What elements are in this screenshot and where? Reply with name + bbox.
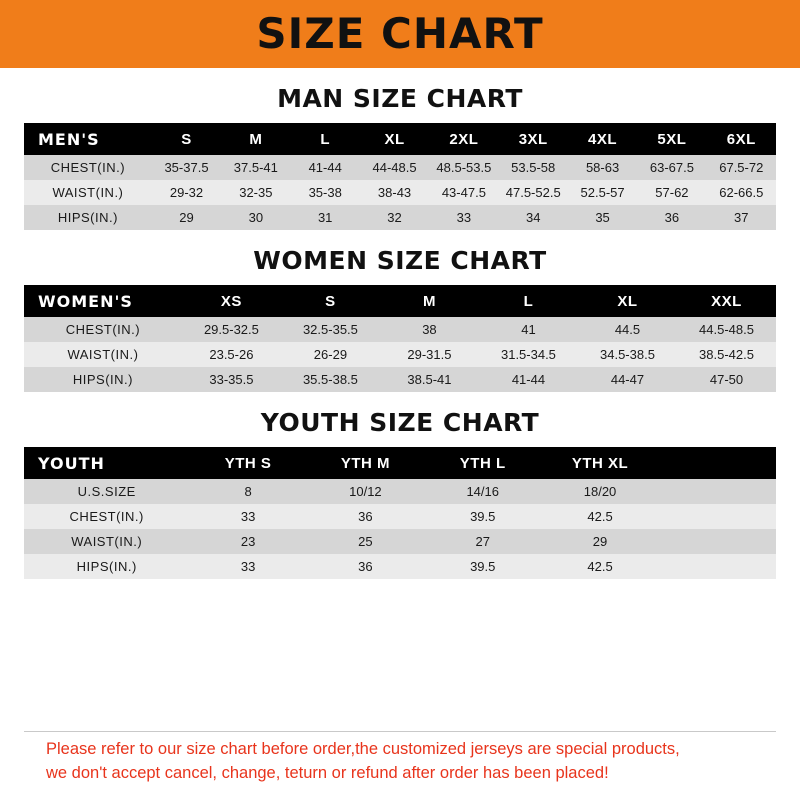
table-row (24, 554, 776, 579)
cell: 33 (429, 205, 498, 230)
col-header-3: L (291, 123, 360, 155)
cell: 23.5-26 (182, 342, 281, 367)
col-header-9: 6XL (707, 123, 776, 155)
row-label: U.S.SIZE (24, 479, 189, 504)
col-header-3: YTH L (424, 447, 541, 479)
cell: 31 (291, 205, 360, 230)
cell (659, 529, 776, 554)
col-header-4: L (479, 285, 578, 317)
cell (659, 479, 776, 504)
col-header-1: S (152, 123, 221, 155)
cell: 44-48.5 (360, 155, 429, 180)
cell: 23 (189, 529, 306, 554)
cell: 41-44 (479, 367, 578, 392)
col-header-3: M (380, 285, 479, 317)
table-row (24, 529, 776, 554)
cell: 52.5-57 (568, 180, 637, 205)
col-header-2: M (221, 123, 290, 155)
row-label: HIPS(IN.) (24, 554, 189, 579)
table-row (24, 155, 776, 180)
row-label: WAIST(IN.) (24, 529, 189, 554)
cell: 29 (152, 205, 221, 230)
cell: 57-62 (637, 180, 706, 205)
cell: 48.5-53.5 (429, 155, 498, 180)
cell: 42.5 (541, 554, 658, 579)
cell: 35-38 (291, 180, 360, 205)
cell: 58-63 (568, 155, 637, 180)
disclaimer-note (24, 731, 776, 800)
cell: 44-47 (578, 367, 677, 392)
cell: 53.5-58 (499, 155, 568, 180)
cell: 32.5-35.5 (281, 317, 380, 342)
men-size-table (24, 123, 776, 230)
col-header-6: XXL (677, 285, 776, 317)
cell: 14/16 (424, 479, 541, 504)
cell: 41-44 (291, 155, 360, 180)
col-header-4: YTH XL (541, 447, 658, 479)
charts-container (0, 68, 800, 800)
cell: 38 (380, 317, 479, 342)
cell: 35 (568, 205, 637, 230)
table-row (24, 342, 776, 367)
table-row (24, 504, 776, 529)
col-header-0: WOMEN'S (24, 285, 182, 317)
youth-section-title: YOUTH SIZE CHART (260, 408, 540, 437)
cell: 34.5-38.5 (578, 342, 677, 367)
cell: 26-29 (281, 342, 380, 367)
row-label: CHEST(IN.) (24, 504, 189, 529)
cell: 27 (424, 529, 541, 554)
col-header-2: S (281, 285, 380, 317)
cell: 44.5-48.5 (677, 317, 776, 342)
cell: 29-31.5 (380, 342, 479, 367)
col-header-5: XL (578, 285, 677, 317)
cell: 63-67.5 (637, 155, 706, 180)
cell: 32 (360, 205, 429, 230)
cell: 32-35 (221, 180, 290, 205)
cell: 38.5-41 (380, 367, 479, 392)
cell: 33 (189, 504, 306, 529)
col-header-1: YTH S (189, 447, 306, 479)
table-row (24, 479, 776, 504)
cell: 37.5-41 (221, 155, 290, 180)
cell: 36 (307, 504, 424, 529)
cell: 31.5-34.5 (479, 342, 578, 367)
cell: 43-47.5 (429, 180, 498, 205)
cell: 35.5-38.5 (281, 367, 380, 392)
cell: 39.5 (424, 554, 541, 579)
men-section-title: MAN SIZE CHART (277, 84, 523, 113)
cell: 47-50 (677, 367, 776, 392)
cell: 37 (707, 205, 776, 230)
col-header-2: YTH M (307, 447, 424, 479)
row-label: HIPS(IN.) (24, 367, 182, 392)
row-label: CHEST(IN.) (24, 155, 152, 180)
table-row (24, 367, 776, 392)
cell (659, 504, 776, 529)
cell: 33 (189, 554, 306, 579)
col-header-1: XS (182, 285, 281, 317)
col-header-6: 3XL (499, 123, 568, 155)
note-line-1: Please refer to our size chart before order,the customized jerseys are special products, (46, 740, 680, 759)
cell: 36 (637, 205, 706, 230)
row-label: CHEST(IN.) (24, 317, 182, 342)
row-label: WAIST(IN.) (24, 342, 182, 367)
header-banner (0, 0, 800, 68)
cell: 67.5-72 (707, 155, 776, 180)
cell: 44.5 (578, 317, 677, 342)
cell: 8 (189, 479, 306, 504)
table-header-row (24, 123, 776, 155)
cell: 33-35.5 (182, 367, 281, 392)
col-header-4: XL (360, 123, 429, 155)
table-row (24, 205, 776, 230)
col-header-8: 5XL (637, 123, 706, 155)
row-label: WAIST(IN.) (24, 180, 152, 205)
women-section-title: WOMEN SIZE CHART (253, 246, 547, 275)
col-header-7: 4XL (568, 123, 637, 155)
cell: 39.5 (424, 504, 541, 529)
cell: 35-37.5 (152, 155, 221, 180)
cell: 38-43 (360, 180, 429, 205)
note-line-2: we don't accept cancel, change, teturn or refund after order has been placed! (46, 764, 609, 783)
col-header-0: MEN'S (24, 123, 152, 155)
cell: 34 (499, 205, 568, 230)
cell: 29 (541, 529, 658, 554)
cell: 29-32 (152, 180, 221, 205)
col-header-0: YOUTH (24, 447, 189, 479)
cell (659, 554, 776, 579)
col-header-5: 2XL (429, 123, 498, 155)
cell: 42.5 (541, 504, 658, 529)
table-row (24, 180, 776, 205)
cell: 30 (221, 205, 290, 230)
cell: 25 (307, 529, 424, 554)
women-size-table (24, 285, 776, 392)
row-label: HIPS(IN.) (24, 205, 152, 230)
cell: 36 (307, 554, 424, 579)
cell: 47.5-52.5 (499, 180, 568, 205)
youth-size-table (24, 447, 776, 579)
table-header-row (24, 447, 776, 479)
cell: 38.5-42.5 (677, 342, 776, 367)
cell: 62-66.5 (707, 180, 776, 205)
cell: 41 (479, 317, 578, 342)
cell: 10/12 (307, 479, 424, 504)
table-row (24, 317, 776, 342)
cell: 29.5-32.5 (182, 317, 281, 342)
cell: 18/20 (541, 479, 658, 504)
table-header-row (24, 285, 776, 317)
col-header-5 (659, 447, 776, 479)
page-title: SIZE CHART (256, 9, 544, 58)
